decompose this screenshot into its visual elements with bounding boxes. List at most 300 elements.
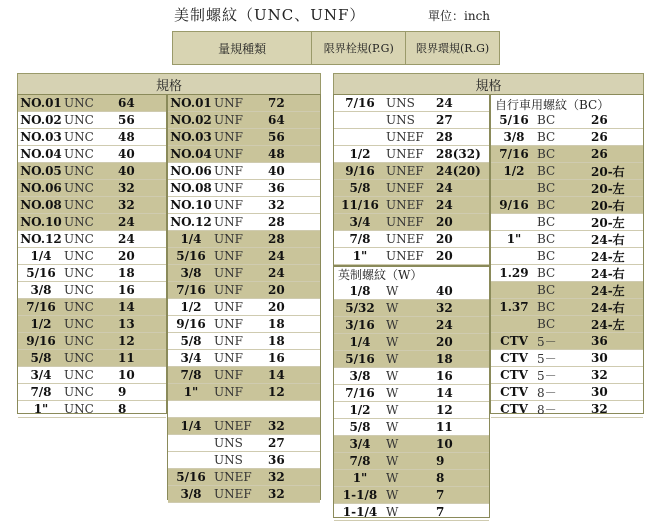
tpi-cell: 56: [118, 113, 135, 127]
page-title: 美制螺紋（UNC、UNF）: [174, 6, 366, 24]
tpi-cell: 18: [118, 266, 135, 280]
tpi-cell: 18: [268, 334, 285, 348]
table-row: [18, 384, 166, 401]
tpi-cell: 7: [436, 505, 445, 519]
type-cell: W: [386, 318, 399, 332]
tpi-cell: 64: [118, 96, 135, 110]
type-cell: W: [386, 420, 399, 434]
tpi-cell: 28: [436, 130, 453, 144]
tpi-cell: 24-右: [591, 232, 625, 247]
table-row: [334, 112, 489, 129]
table-row: [18, 367, 166, 384]
tpi-cell: 8: [436, 471, 445, 485]
type-cell: UNEF: [386, 215, 424, 229]
size-cell: CTV: [500, 334, 528, 348]
type-cell: UNC: [64, 232, 94, 246]
tpi-cell: 32: [268, 487, 285, 501]
tpi-cell: 30: [591, 351, 608, 365]
tpi-cell: 24(20): [436, 164, 481, 178]
size-cell: 3/8: [503, 130, 525, 144]
type-cell: UNC: [64, 266, 94, 280]
tpi-cell: 26: [591, 113, 608, 127]
type-cell: UNF: [214, 147, 243, 161]
bc-table-title: 自行車用螺紋（BC）: [495, 98, 610, 112]
table-row: [168, 367, 320, 384]
type-cell: UNF: [214, 351, 243, 365]
table-row: [334, 180, 489, 197]
size-cell: 1/2: [349, 403, 371, 417]
tpi-cell: 9: [436, 454, 445, 468]
type-cell: UNF: [214, 181, 243, 195]
size-cell: 1/2: [503, 164, 525, 178]
type-cell: UNEF: [386, 164, 424, 178]
tpi-cell: 32: [118, 198, 135, 212]
size-cell: NO.12: [20, 232, 62, 246]
tpi-cell: 16: [268, 351, 285, 365]
table-row: [491, 214, 643, 231]
table-row: [18, 95, 166, 112]
tpi-cell: 27: [268, 436, 285, 450]
table-row: [18, 265, 166, 282]
type-cell: UNF: [214, 334, 243, 348]
table-row: [168, 452, 320, 469]
type-cell: UNS: [214, 436, 243, 450]
unf-table: [167, 94, 321, 500]
type-cell: W: [386, 488, 399, 502]
tpi-cell: 20-右: [591, 198, 625, 213]
type-cell: UNF: [214, 249, 243, 263]
w-table-title: 英制螺紋（W）: [338, 268, 423, 282]
tpi-cell: 18: [436, 352, 453, 366]
table-row: [168, 146, 320, 163]
tpi-cell: 24: [118, 232, 135, 246]
size-cell: 9/16: [26, 334, 56, 348]
size-cell: CTV: [500, 385, 528, 399]
size-cell: 3/4: [349, 437, 371, 451]
table-row: [168, 486, 320, 503]
type-cell: W: [386, 284, 399, 298]
table-row: [18, 299, 166, 316]
size-cell: 5/32: [345, 301, 375, 315]
size-cell: NO.04: [20, 147, 62, 161]
size-cell: 3/4: [180, 351, 202, 365]
left-spec-header: 規格: [17, 73, 321, 95]
type-cell: UNS: [386, 96, 415, 110]
tpi-cell: 32: [118, 181, 135, 195]
tpi-cell: 24: [268, 266, 285, 280]
table-row: [491, 333, 643, 350]
size-cell: 1": [352, 249, 368, 263]
type-cell: UNF: [214, 317, 243, 331]
size-cell: NO.01: [170, 96, 212, 110]
table-row: [491, 197, 643, 214]
tpi-cell: 11: [118, 351, 135, 365]
table-row: [168, 350, 320, 367]
tpi-cell: 20: [268, 283, 285, 297]
table-row: [334, 95, 489, 112]
ctv-table-rows: [491, 333, 643, 418]
table-row: [168, 112, 320, 129]
tpi-cell: 28: [268, 232, 285, 246]
size-cell: 1": [183, 385, 199, 399]
tpi-cell: 48: [118, 130, 135, 144]
bc-table: [490, 94, 644, 417]
type-cell: 5－: [537, 368, 557, 383]
type-cell: UNF: [214, 198, 243, 212]
type-cell: UNC: [64, 317, 94, 331]
table-row: [334, 197, 489, 214]
gauge-type-header: [172, 31, 500, 65]
type-cell: UNF: [214, 130, 243, 144]
size-cell: 5/16: [345, 352, 375, 366]
tpi-cell: 48: [268, 147, 285, 161]
tpi-cell: 40: [118, 164, 135, 178]
type-cell: BC: [537, 266, 556, 280]
type-cell: UNF: [214, 215, 243, 229]
size-cell: NO.04: [170, 147, 212, 161]
table-row: [491, 401, 643, 418]
tpi-cell: 32: [268, 419, 285, 433]
tpi-cell: 26: [591, 147, 608, 161]
type-cell: UNF: [214, 385, 243, 399]
type-cell: 8－: [537, 402, 557, 417]
table-row: [18, 129, 166, 146]
tpi-cell: 20: [436, 335, 453, 349]
type-cell: UNC: [64, 402, 94, 416]
tpi-cell: 36: [268, 181, 285, 195]
table-row: [18, 112, 166, 129]
type-cell: UNC: [64, 96, 94, 110]
size-cell: 9/16: [345, 164, 375, 178]
tpi-cell: 24-右: [591, 266, 625, 281]
type-cell: 8－: [537, 385, 557, 400]
size-cell: NO.05: [20, 164, 62, 178]
size-cell: 1/4: [180, 419, 202, 433]
size-cell: 7/8: [349, 454, 371, 468]
tpi-cell: 14: [118, 300, 135, 314]
table-row: [334, 334, 489, 351]
table-row: [491, 350, 643, 367]
table-row: [168, 95, 320, 112]
type-cell: W: [386, 335, 399, 349]
table-row: [168, 231, 320, 248]
tpi-cell: 24: [436, 318, 453, 332]
type-cell: UNF: [214, 283, 243, 297]
table-row: [334, 214, 489, 231]
table-row: [491, 282, 643, 299]
tpi-cell: 24: [436, 198, 453, 212]
tpi-cell: 40: [436, 284, 453, 298]
type-cell: UNC: [64, 130, 94, 144]
table-row: [18, 146, 166, 163]
tpi-cell: 36: [591, 334, 608, 348]
type-cell: 5－: [537, 334, 557, 349]
table-row: [168, 248, 320, 265]
tpi-cell: 20: [436, 232, 453, 246]
table-row: [168, 469, 320, 486]
table-row: [18, 401, 166, 418]
table-row: [334, 283, 489, 300]
tpi-cell: 32: [268, 198, 285, 212]
table-row: [334, 231, 489, 248]
size-cell: 9/16: [499, 198, 529, 212]
size-cell: 3/4: [30, 368, 52, 382]
size-cell: 1/2: [180, 300, 202, 314]
unit-label: 單位：inch: [428, 9, 491, 23]
type-cell: UNEF: [214, 419, 252, 433]
unc-table: [17, 94, 167, 414]
tpi-cell: 20-左: [591, 181, 625, 196]
size-cell: NO.02: [170, 113, 212, 127]
size-cell: CTV: [500, 402, 528, 416]
table-row: [491, 248, 643, 265]
tpi-cell: 32: [436, 301, 453, 315]
tpi-cell: 14: [436, 386, 453, 400]
tpi-cell: 20: [268, 300, 285, 314]
table-row: [168, 418, 320, 435]
table-row: [491, 163, 643, 180]
tpi-cell: 26: [591, 130, 608, 144]
table-row: [18, 248, 166, 265]
type-cell: BC: [537, 130, 556, 144]
tpi-cell: 40: [268, 164, 285, 178]
tpi-cell: 27: [436, 113, 453, 127]
table-row: [18, 163, 166, 180]
table-row: [168, 214, 320, 231]
table-row: [491, 231, 643, 248]
type-cell: BC: [537, 283, 556, 297]
table-row: [18, 197, 166, 214]
type-cell: UNEF: [386, 198, 424, 212]
size-cell: 5/16: [499, 113, 529, 127]
type-cell: UNC: [64, 385, 94, 399]
table-row: [18, 282, 166, 299]
tpi-cell: 24: [436, 181, 453, 195]
tpi-cell: 16: [118, 283, 135, 297]
size-cell: 7/8: [349, 232, 371, 246]
size-cell: 7/16: [345, 96, 375, 110]
size-cell: 1/4: [30, 249, 52, 263]
bc-table-rows: [491, 112, 643, 333]
plug-gauge-label: 限界栓規(P.G): [311, 32, 405, 64]
tpi-cell: 12: [436, 403, 453, 417]
table-row: [334, 146, 489, 163]
tpi-cell: 16: [436, 369, 453, 383]
table-row: [334, 487, 489, 504]
tpi-cell: 56: [268, 130, 285, 144]
type-cell: UNC: [64, 164, 94, 178]
size-cell: 1": [33, 402, 49, 416]
size-cell: CTV: [500, 368, 528, 382]
size-cell: NO.06: [20, 181, 62, 195]
type-cell: UNF: [214, 113, 243, 127]
ring-gauge-label: 限界環規(R.G): [405, 32, 499, 64]
size-cell: 1": [352, 471, 368, 485]
type-cell: UNC: [64, 181, 94, 195]
type-cell: UNC: [64, 113, 94, 127]
tpi-cell: 24-左: [591, 283, 625, 298]
size-cell: 1/8: [349, 284, 371, 298]
type-cell: W: [386, 352, 399, 366]
tpi-cell: 12: [268, 385, 285, 399]
size-cell: CTV: [500, 351, 528, 365]
type-cell: UNEF: [214, 470, 252, 484]
table-row: [491, 367, 643, 384]
type-cell: UNC: [64, 368, 94, 382]
tpi-cell: 32: [268, 470, 285, 484]
table-row: [491, 316, 643, 333]
size-cell: 3/8: [180, 487, 202, 501]
type-cell: BC: [537, 300, 556, 314]
table-row: [168, 333, 320, 350]
type-cell: BC: [537, 113, 556, 127]
table-row: [334, 385, 489, 402]
table-row: [18, 214, 166, 231]
size-cell: 1": [506, 232, 522, 246]
table-row: [334, 436, 489, 453]
size-cell: 5/16: [176, 249, 206, 263]
type-cell: UNF: [214, 300, 243, 314]
size-cell: NO.12: [170, 215, 212, 229]
tpi-cell: 13: [118, 317, 135, 331]
table-row: [18, 231, 166, 248]
table-row: [491, 129, 643, 146]
type-cell: UNF: [214, 232, 243, 246]
size-cell: 5/8: [349, 420, 371, 434]
type-cell: UNF: [214, 164, 243, 178]
size-cell: 1/2: [30, 317, 52, 331]
w-table-rows: [334, 283, 489, 521]
type-cell: W: [386, 454, 399, 468]
tpi-cell: 32: [591, 368, 608, 382]
size-cell: NO.10: [20, 215, 62, 229]
type-cell: BC: [537, 249, 556, 263]
table-row: [334, 504, 489, 521]
tpi-cell: 24: [436, 96, 453, 110]
tpi-cell: 20-右: [591, 164, 625, 179]
type-cell: BC: [537, 164, 556, 178]
tpi-cell: 28(32): [436, 147, 481, 161]
table-row: [334, 368, 489, 385]
tpi-cell: 7: [436, 488, 445, 502]
w-table: [333, 266, 490, 518]
size-cell: 5/8: [349, 181, 371, 195]
size-cell: 3/16: [345, 318, 375, 332]
type-cell: UNC: [64, 249, 94, 263]
size-cell: NO.06: [170, 164, 212, 178]
tpi-cell: 10: [118, 368, 135, 382]
table-row: [168, 401, 320, 418]
tpi-cell: 24-左: [591, 317, 625, 332]
size-cell: NO.10: [170, 198, 212, 212]
size-cell: 5/16: [26, 266, 56, 280]
table-row: [334, 470, 489, 487]
tpi-cell: 14: [268, 368, 285, 382]
table-row: [334, 419, 489, 436]
type-cell: W: [386, 301, 399, 315]
tpi-cell: 24: [118, 215, 135, 229]
type-cell: UNEF: [386, 181, 424, 195]
type-cell: W: [386, 437, 399, 451]
size-cell: NO.08: [170, 181, 212, 195]
tpi-cell: 20: [436, 215, 453, 229]
table-row: [334, 317, 489, 334]
tpi-cell: 24-右: [591, 300, 625, 315]
type-cell: UNC: [64, 198, 94, 212]
right-spec-header: 規格: [333, 73, 644, 95]
type-cell: UNEF: [214, 487, 252, 501]
type-cell: UNEF: [386, 232, 424, 246]
tpi-cell: 10: [436, 437, 453, 451]
table-row: [168, 129, 320, 146]
table-row: [18, 350, 166, 367]
type-cell: 5－: [537, 351, 557, 366]
size-cell: NO.08: [20, 198, 62, 212]
table-row: [168, 265, 320, 282]
tpi-cell: 24: [268, 249, 285, 263]
table-row: [334, 351, 489, 368]
table-row: [334, 129, 489, 146]
table-row: [491, 180, 643, 197]
type-cell: UNC: [64, 215, 94, 229]
type-cell: UNC: [64, 351, 94, 365]
tpi-cell: 30: [591, 385, 608, 399]
size-cell: 7/16: [345, 386, 375, 400]
table-row: [168, 384, 320, 401]
table-row: [168, 316, 320, 333]
table-row: [168, 435, 320, 452]
table-row: [334, 402, 489, 419]
type-cell: BC: [537, 181, 556, 195]
size-cell: 1-1/4: [342, 505, 378, 519]
tpi-cell: 11: [436, 420, 453, 434]
tpi-cell: 8: [118, 402, 127, 416]
size-cell: 1/4: [180, 232, 202, 246]
type-cell: UNS: [214, 453, 243, 467]
size-cell: 7/16: [499, 147, 529, 161]
table-row: [491, 146, 643, 163]
size-cell: 3/8: [180, 266, 202, 280]
table-row: [18, 333, 166, 350]
type-cell: W: [386, 386, 399, 400]
table-row: [334, 248, 489, 265]
type-cell: UNC: [64, 334, 94, 348]
table-row: [18, 180, 166, 197]
unef-table: [333, 94, 490, 266]
type-cell: BC: [537, 147, 556, 161]
table-row: [491, 265, 643, 282]
type-cell: UNF: [214, 368, 243, 382]
size-cell: 9/16: [176, 317, 206, 331]
table-row: [168, 163, 320, 180]
type-cell: UNC: [64, 283, 94, 297]
size-cell: 1.29: [499, 266, 529, 280]
type-cell: BC: [537, 232, 556, 246]
size-cell: NO.03: [170, 130, 212, 144]
table-row: [491, 112, 643, 129]
type-cell: BC: [537, 215, 556, 229]
size-cell: 7/16: [26, 300, 56, 314]
tpi-cell: 20: [436, 249, 453, 263]
size-cell: 1-1/8: [342, 488, 378, 502]
tpi-cell: 9: [118, 385, 127, 399]
size-cell: 3/8: [349, 369, 371, 383]
size-cell: 3/4: [349, 215, 371, 229]
table-row: [334, 163, 489, 180]
type-cell: UNEF: [386, 130, 424, 144]
type-cell: W: [386, 505, 399, 519]
size-cell: 5/8: [30, 351, 52, 365]
